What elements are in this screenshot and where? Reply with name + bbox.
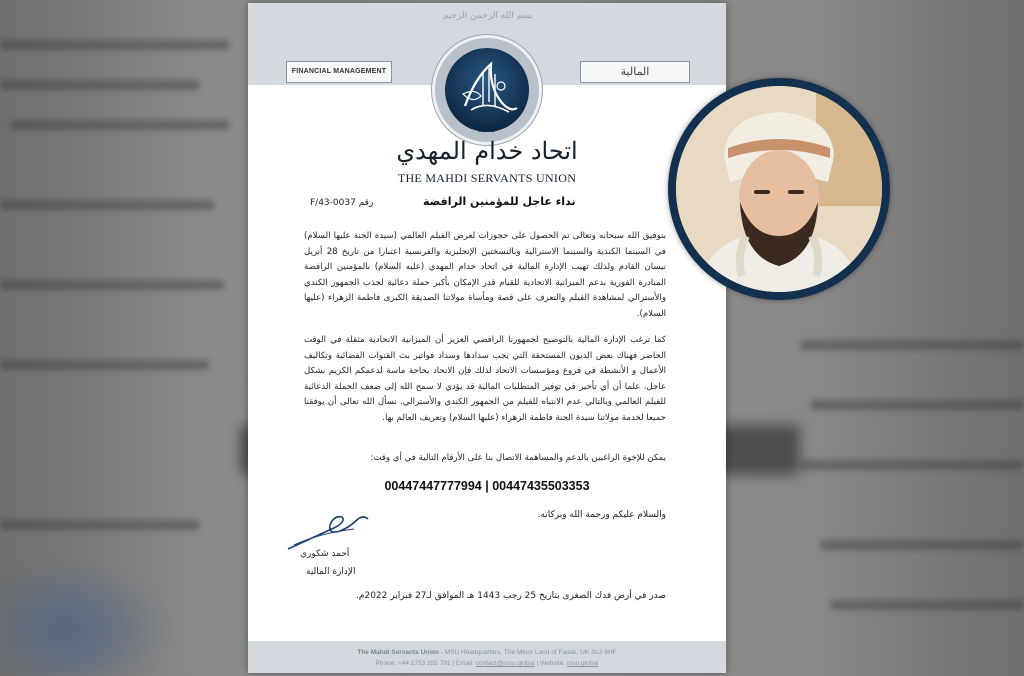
footer-phone: Phone: +44 1753 355 791 [375,660,451,667]
union-name-arabic: اتحاد خدام المهدي [396,137,578,165]
blurred-text-line [0,80,200,90]
logo-emblem [445,48,529,132]
portrait-illustration [676,86,882,292]
reference-number: رقم F/43-0037 [310,198,374,208]
footer-website-link[interactable]: msu.global [567,660,599,667]
issue-date-line: صدر في أرض فدك الصغرى بتاريخ 25 رجب 1443 هـ الموافق لـ27 فبراير 2022م. [356,591,666,601]
letter-title: نداء عاجل للمؤمنين الرافضة [423,195,576,208]
financial-management-label: FINANCIAL MANAGEMENT [286,61,392,83]
signatory-name: أحمد شكوري [300,549,350,559]
footer-org: The Mahdi Servants Union [357,649,439,656]
blurred-signature [0,560,170,676]
letter-paragraph-1: بتوفيق الله سبحانه وتعالى تم الحصول على حجوزات لعرض الفيلم العالمي (سيدة الجنة عليها السلام) في السينما الكندية والسينما الاسترالية وبالنسختين الإنجليزية والفرنسية اعتبارا من تاريخ 28 أبريل نيسان القادم ولذلك تهيب الإدارة المالية في اتحاد خدام المهدي (عليه السلام) بالمؤمنين الرافضة المبادرة الفورية بدعم الميزانية الاتحادية للقيام قدر الإمكان بأكبر حملة دعائية لجذب الجمهور الكندي والأسترالي لمشاهدة الفيلم والتعرف على قصة ومأساة مولاتنا الصديقة الكبرى فاطمة الزهراء (عليها السلام). [304,231,666,319]
footer-contact-line [248,658,726,669]
blurred-text-line [10,120,230,130]
letter-paragraph-3: يمكن للإخوة الراغبين بالدعم والمساهمة الاتصال بنا على الأرقام التالية في أي وقت: [370,453,666,463]
footer-website-label: | Website: [534,660,568,667]
footer-address: - MSU Headquarters, The Minor Land of Fadak, UK SL3 6HF [438,649,617,656]
handwritten-signature [284,509,374,553]
blurred-text-line [800,460,1024,470]
finance-label-arabic: المالية [580,61,690,83]
footer-address-line [248,647,726,658]
blurred-text-line [0,40,230,50]
logo-abbreviation: MSU [478,125,496,134]
footer-email-label: | Email: [450,660,476,667]
letter-paragraph-2: كما ترغب الإدارة المالية بالتوضيح لجمهورنا الرافضي العزيز أن الميزانية الاتحادية مثقلة في الوقت الحاضر فهناك بعض الديون المستحقة التي يجب سدادها وسداد فواتير بث القنوات الفضائية وتكاليف الأعمال و الأنشطة في فروع ومؤسسات الاتحاد لذلك فإن الاتحاد بحاجة ماسة لدعمكم الكريم بشكل عاجل. علما أن أي تأخير في توفير المتطلبات المالية قد يؤدي لا سمح الله إلى ضعف الحملة الدعائية للفيلم العالمي وبالتالي عدم الانتباه للفيلم من الجمهور الكندي والأسترالي. نسأل الله تعالى أن يوفقنا جميعا لخدمة مولاتنا سيدة الجنة فاطمة الزهراء (عليها السلام) وتعريف العالم بها. [304,335,666,423]
portrait-photo [668,78,890,300]
blurred-text-line [0,200,215,210]
blurred-text-line [810,400,1024,410]
calligraphy-emblem-icon [445,48,529,132]
letter-footer [248,641,726,673]
blurred-text-line [0,360,210,370]
letter-document [248,3,726,673]
blurred-text-line [0,280,225,290]
closing-greeting: والسلام عليكم ورحمة الله وبركاته. [537,510,666,520]
blurred-text-line [800,340,1024,350]
blurred-text-line [830,600,1024,610]
union-name-english: THE MAHDI SERVANTS UNION [397,171,577,185]
signatory-department: الإدارة المالية [306,567,356,577]
phone-numbers: 00447447777994 | 00447435503353 [384,479,590,493]
bismillah-calligraphy: بسم الله الرحمن الرحيم [442,11,534,21]
footer-email-link[interactable]: contact@msu.global [475,660,535,667]
blurred-text-line [0,520,200,530]
blurred-text-line [820,540,1024,550]
